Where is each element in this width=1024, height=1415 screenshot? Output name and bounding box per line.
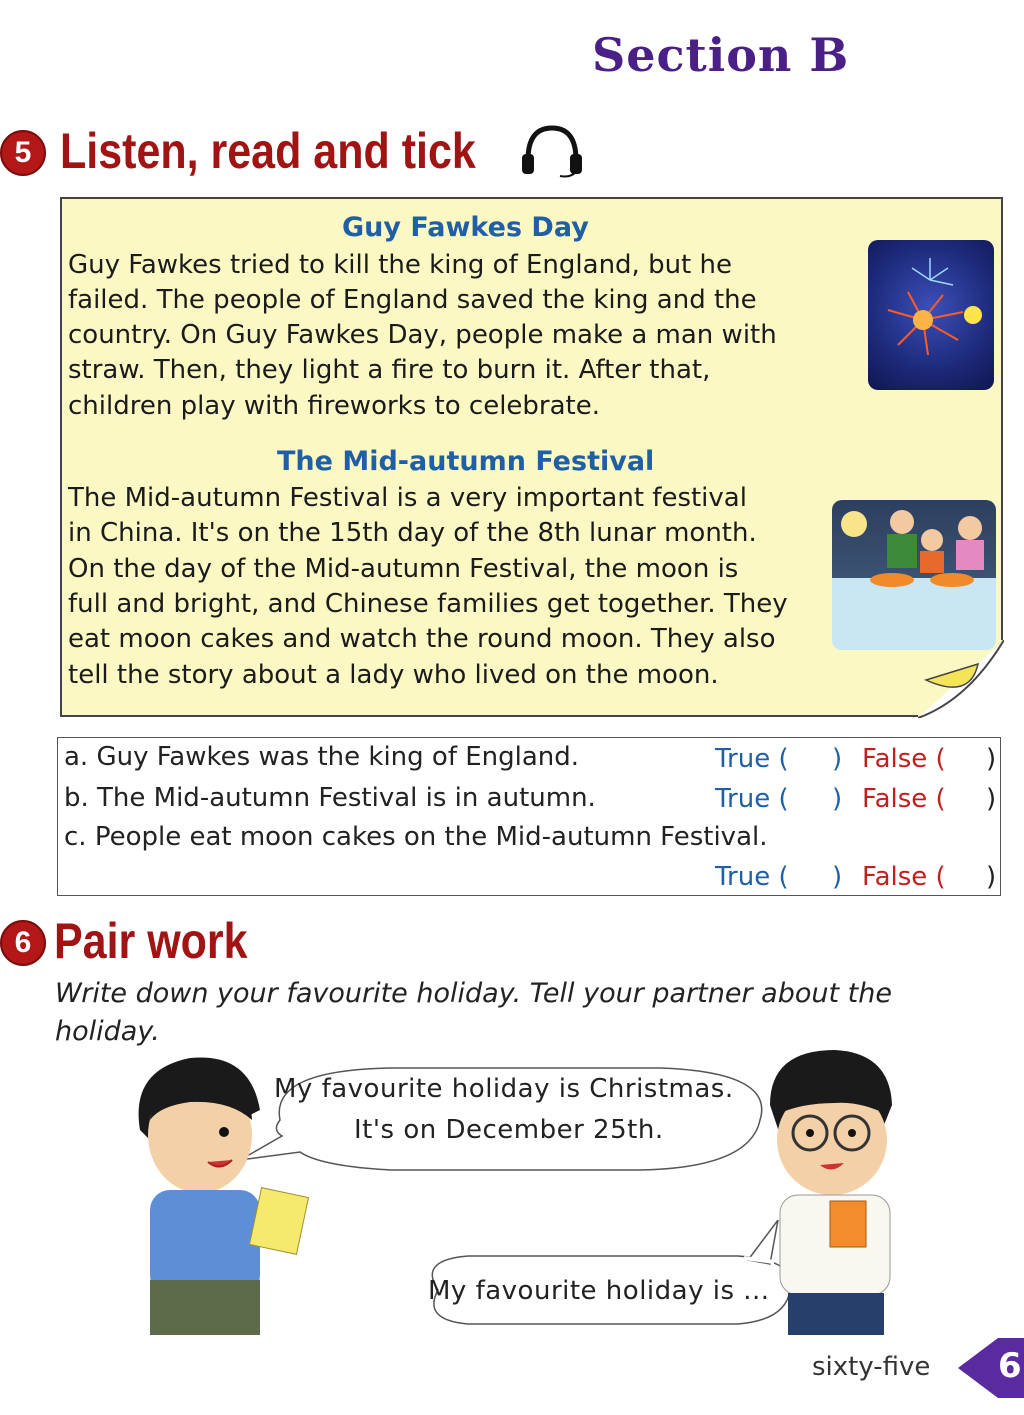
section-title: Section B (592, 28, 850, 82)
boy-left-illustration (120, 1050, 320, 1335)
question-a-text: a. Guy Fawkes was the king of England. (64, 742, 580, 772)
question-b-false-close: ) (986, 784, 997, 814)
passage-2-line: in China. It's on the 15th day of the 8th lunar month. (68, 518, 757, 548)
activity-6-number-badge: 6 (0, 920, 46, 966)
passage-1-line: country. On Guy Fawkes Day, people make a man with (68, 320, 777, 350)
question-a-false-close: ) (986, 744, 997, 774)
activity-5-number-badge: 5 (0, 130, 46, 176)
passage-2-line: tell the story about a lady who lived on the moon. (68, 660, 719, 690)
activity-6-instruction: Write down your favourite holiday. Tell your partner about the holiday. (55, 978, 892, 1047)
page-number: 6 (998, 1346, 1022, 1386)
question-b-true-close: ) (832, 784, 843, 814)
question-c-false-close: ) (986, 862, 997, 892)
passage-1-line: failed. The people of England saved the king and the (68, 285, 757, 315)
passage-2-line: full and bright, and Chinese families get together. They (68, 589, 788, 619)
passage-2-title: The Mid-autumn Festival (277, 446, 655, 477)
left-bubble-line-2: It's on December 25th. (354, 1115, 664, 1145)
fireworks-image (868, 240, 994, 390)
boy-right-illustration (740, 1045, 910, 1335)
passage-1-line: Guy Fawkes tried to kill the king of England, but he (68, 250, 732, 280)
question-a-true-close: ) (832, 744, 843, 774)
passage-2-line: The Mid-autumn Festival is a very important festival (68, 483, 747, 513)
passage-1-title: Guy Fawkes Day (342, 212, 589, 243)
question-b-true-option[interactable]: True ( (715, 784, 789, 814)
activity-6-heading: Pair work (54, 913, 248, 969)
question-c-false-option[interactable]: False ( (862, 862, 946, 892)
right-bubble-text: My favourite holiday is ... (428, 1276, 770, 1306)
question-b-false-option[interactable]: False ( (862, 784, 946, 814)
question-c-true-option[interactable]: True ( (715, 862, 789, 892)
page-number-words: sixty-five (812, 1352, 931, 1382)
question-b-text: b. The Mid-autumn Festival is in autumn. (64, 783, 596, 813)
left-bubble-line-1: My favourite holiday is Christmas. (274, 1074, 734, 1104)
page-curl (918, 640, 1004, 718)
question-c-text: c. People eat moon cakes on the Mid-autumn Festival. (64, 822, 768, 852)
passage-2-line: eat moon cakes and watch the round moon. They also (68, 624, 776, 654)
question-a-false-option[interactable]: False ( (862, 744, 946, 774)
passage-2-line: On the day of the Mid-autumn Festival, the moon is (68, 554, 739, 584)
family-moon-image (832, 500, 996, 650)
headphones-icon (516, 120, 588, 180)
question-a-true-option[interactable]: True ( (715, 744, 789, 774)
passage-1-line: straw. Then, they light a fire to burn it. After that, (68, 355, 711, 385)
question-c-true-close: ) (832, 862, 843, 892)
activity-5-heading: Listen, read and tick (60, 123, 476, 179)
passage-1-line: children play with fireworks to celebrate. (68, 391, 600, 421)
